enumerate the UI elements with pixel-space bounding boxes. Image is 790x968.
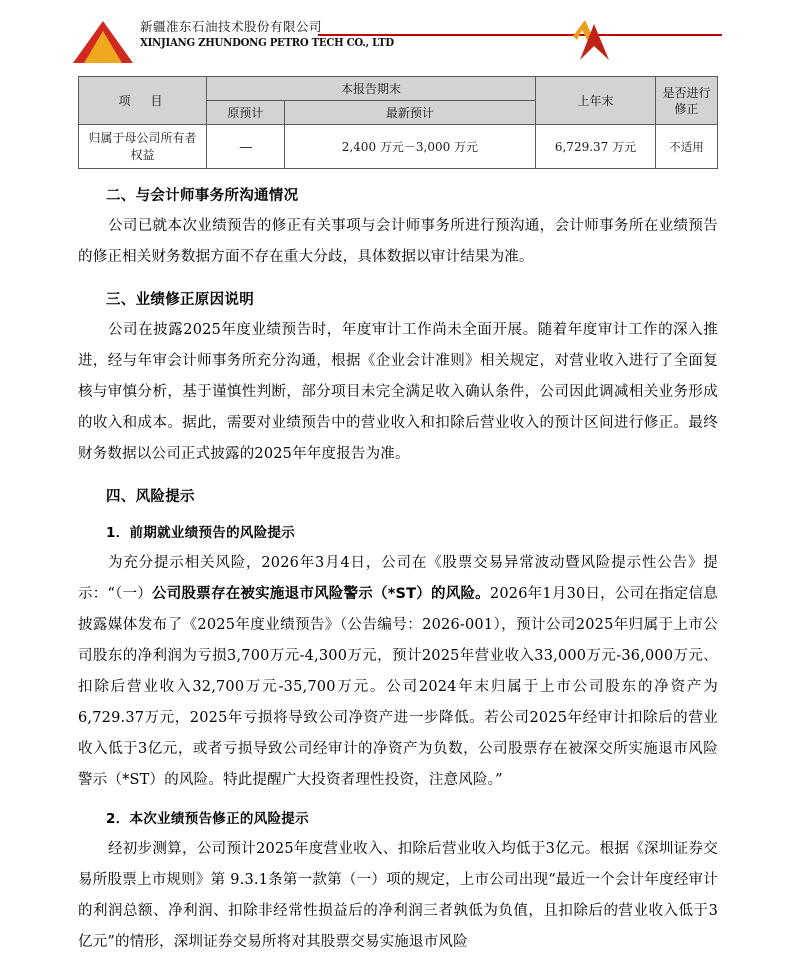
document-page — [0, 18, 790, 968]
company-name-cn: 新疆准东石油技术股份有限公司 — [140, 19, 323, 34]
quote-bold-text: 公司股票存在被实施退市风险警示（*ST）的风险。 — [152, 586, 490, 602]
table-row — [79, 125, 718, 169]
section-4-2-paragraph: 经初步测算，公司预计2025年度营业收入、扣除后营业收入均低于3亿元。根据《深圳证券交易所股票上市规则》第 9.3.1条第一款第（一）项的规定，上市公司出现“最近一个会计年度经审计的利润总额、净利润、扣除非经常性损益后的净利润三者孰低为负值，且扣除后的营业收入低于3亿元”的情形，深圳证券交易所将对其股票交易实施退市风险 — [78, 841, 718, 950]
quote-lead-text: 为充分提示相关风险，2026年3月4日，公司在《股票交易异常波动暨风险提示性公告》提示：“（一） — [78, 555, 718, 602]
cell-original-estimate: ---- — [207, 125, 285, 169]
header-red-rule — [318, 34, 722, 36]
subsection-title-4-2: 2．本次业绩预告修正的风险提示 — [106, 811, 309, 827]
header-item: 项 目 — [79, 77, 207, 125]
section-title-4: 四、风险提示 — [106, 489, 195, 505]
section-3-paragraph: 公司在披露2025年度业绩预告时，年度审计工作尚未全面开展。随着年度审计工作的深入推进，经与年审会计师事务所充分沟通，根据《企业会计准则》相关规定，对营业收入进行了全面复核与审慎分析，基于谨慎性判断，部分项目未完全满足收入确认条件，公司因此调减相关业务形成的收入和成本。据此，需要对业绩预告中的营业收入和扣除后营业收入的预计区间进行修正。最终财务数据以公司正式披露的2025年年度报告为准。 — [78, 322, 718, 462]
cell-is-amended: 不适用 — [656, 125, 718, 169]
header-report-period-end: 本报告期末 — [207, 77, 536, 101]
header-is-amended: 是否进行修正 — [656, 77, 718, 125]
section-4-1-paragraph — [78, 548, 718, 796]
section-title-2: 二、与会计师事务所沟通情况 — [106, 188, 299, 204]
financial-table-wrapper — [78, 76, 718, 169]
header-latest-estimate: 最新预计 — [284, 101, 535, 125]
header-last-year-end: 上年末 — [536, 77, 656, 125]
company-name-en: XINJIANG ZHUNDONG PETRO TECH CO., LTD — [140, 36, 394, 49]
header-original-estimate: 原预计 — [207, 101, 285, 125]
table-head — [79, 77, 718, 125]
cell-latest-estimate: 2,400 万元－3,000 万元 — [284, 125, 535, 169]
cell-item: 归属于母公司所有者权益 — [79, 125, 207, 169]
triangle-mountain-logo-icon — [72, 20, 134, 64]
table-header-row-1 — [79, 77, 718, 101]
quote-rest-text: 2026年1月30日，公司在指定信息披露媒体发布了《2025年度业绩预告》（公告编号：2026-001），预计公司2025年归属于上市公司股东的净利润为亏损3,700万元-4,300万元，预计2025年营业收入33,000万元-36,000万元、扣除后营业收入32,700万元-35,700万元。公司2024年末归属于上市公司股东的净资产为6,729.37万元，2025年亏损将导致公司净资产进一步降低。若公司2025年经审计扣除后的营业收入低于3亿元，或者亏损导致公司经审计的净资产为负数，公司股票存在被深交所实施退市风险警示（*ST）的风险。特此提醒广大投资者理性投资，注意风险。” — [78, 586, 718, 788]
mountain-watermark-icon — [568, 16, 612, 62]
letterhead — [72, 18, 720, 70]
document-body — [78, 183, 718, 958]
section-2-paragraph: 公司已就本次业绩预告的修正有关事项与会计师事务所进行预沟通，会计师事务所在业绩预告的修正相关财务数据方面不存在重大分歧，具体数据以审计结果为准。 — [78, 218, 718, 265]
section-title-3: 三、业绩修正原因说明 — [106, 292, 254, 308]
cell-last-year-end: 6,729.37 万元 — [536, 125, 656, 169]
table-body — [79, 125, 718, 169]
subsection-title-4-1: 1．前期就业绩预告的风险提示 — [106, 525, 296, 541]
financial-table — [78, 76, 718, 169]
